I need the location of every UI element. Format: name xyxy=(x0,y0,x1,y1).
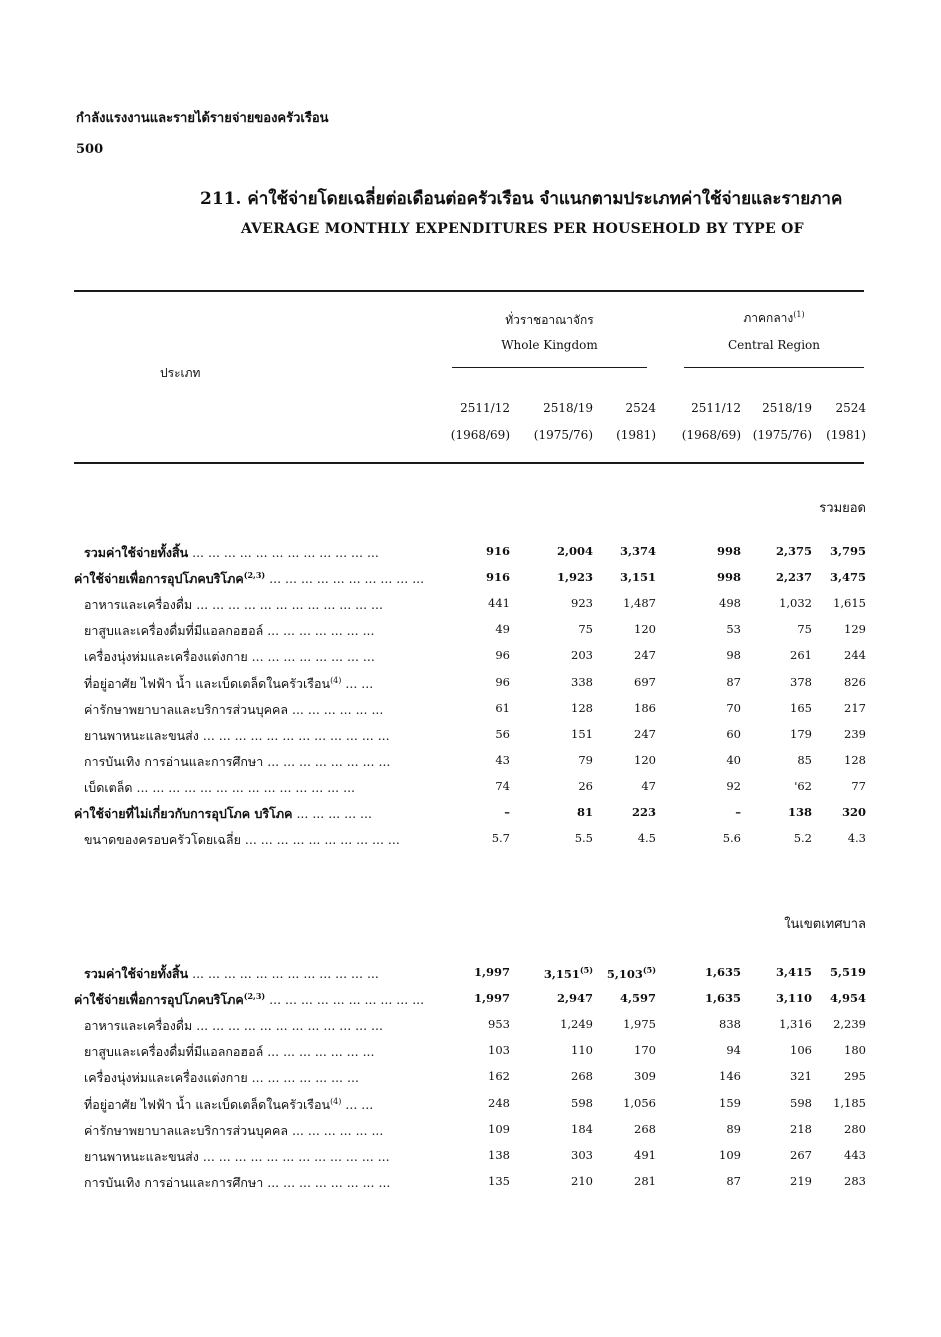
section-heading: รวมยอด xyxy=(819,501,866,516)
row-label xyxy=(84,1016,383,1036)
section-heading: ในเขตเทศบาล xyxy=(784,917,866,932)
table-cell: 1,975 xyxy=(623,1017,656,1032)
table-cell: 261 xyxy=(790,648,812,663)
row-label-text: ยานพาหนะและขนส่ง xyxy=(84,1148,199,1164)
table-cell: 89 xyxy=(726,1121,741,1136)
table-cell: 98 xyxy=(726,648,741,663)
table-cell: 3,374 xyxy=(619,544,656,558)
row-label-text: การบันเทิง การอ่านและการศึกษา xyxy=(84,1174,264,1190)
page-number: 500 xyxy=(76,142,104,157)
table-cell: 3,795 xyxy=(829,544,866,558)
table-cell: 248 xyxy=(488,1095,510,1110)
table-cell: 81 xyxy=(576,805,593,819)
table-cell: 1,316 xyxy=(779,1017,812,1032)
year-header-ad: (1968/69) xyxy=(681,428,741,442)
table-cell: 5,519 xyxy=(829,965,866,979)
year-header-ad: (1981) xyxy=(616,428,656,442)
table-cell: 1,249 xyxy=(560,1017,593,1032)
table-cell: 92 xyxy=(726,778,741,793)
table-cell: 2,004 xyxy=(556,544,593,558)
row-label-text: ที่อยู่อาศัย ไฟฟ้า น้ำ และเบ็ดเตล็ดในครัวเรือน xyxy=(84,1096,331,1112)
row-label-text: ยาสูบและเครื่องดื่มที่มีแอลกอฮอล์ xyxy=(84,623,264,639)
table-cell: 1,487 xyxy=(623,596,656,611)
table-cell: 1,032 xyxy=(779,596,812,611)
table-cell: 280 xyxy=(844,1121,866,1136)
row-label-text: เครื่องนุ่งห่มและเครื่องแต่งกาย xyxy=(84,649,248,665)
table-cell: 120 xyxy=(634,752,656,767)
row-leader-dots: ... ... ... ... ... ... ... ... ... ... xyxy=(240,832,400,848)
table-cell: 170 xyxy=(634,1043,656,1058)
row-label xyxy=(84,752,390,772)
table-cell: 47 xyxy=(641,778,656,793)
table-cell: 109 xyxy=(488,1121,510,1136)
table-cell: 5.2 xyxy=(793,831,812,846)
row-label-text: ค่ารักษาพยาบาลและบริการส่วนบุคคล xyxy=(84,1122,289,1138)
table-cell: 40 xyxy=(726,752,741,767)
table-cell: 70 xyxy=(726,700,741,715)
row-leader-dots: ... ... xyxy=(341,1096,374,1112)
row-leader-dots: ... ... ... ... ... ... ... ... ... ... ... ... ... ... xyxy=(132,779,356,795)
table-cell: 1,997 xyxy=(473,965,510,979)
table-cell: 162 xyxy=(488,1069,510,1084)
row-label xyxy=(74,990,424,1010)
table-cell: 135 xyxy=(488,1173,510,1188)
table-cell: 2,237 xyxy=(775,570,812,585)
table-cell: 283 xyxy=(844,1173,866,1188)
row-leader-dots: ... ... ... ... ... ... ... ... ... ... ... ... xyxy=(198,1148,390,1164)
running-header: กำลังแรงงานและรายได้รายจ่ายของครัวเรือน xyxy=(76,111,329,126)
year-header: 2511/12 xyxy=(691,401,741,415)
table-cell: 498 xyxy=(719,596,741,611)
table-cell: 3,415 xyxy=(775,965,812,979)
table-cell: 491 xyxy=(634,1147,656,1162)
row-leader-dots: ... ... ... ... ... ... ... xyxy=(247,1070,359,1086)
table-cell: 75 xyxy=(578,622,593,637)
top-rule xyxy=(74,290,864,292)
table-cell: 186 xyxy=(634,700,656,715)
row-label xyxy=(84,1121,383,1141)
row-label-text: ขนาดของครอบครัวโดยเฉลี่ย xyxy=(84,832,241,848)
group2-note: (1) xyxy=(793,310,805,319)
table-cell: 56 xyxy=(495,726,510,741)
table-cell: 3,475 xyxy=(829,570,866,585)
table-cell: 923 xyxy=(571,596,593,611)
table-cell: 165 xyxy=(790,700,812,715)
table-cell: – xyxy=(504,805,510,819)
table-cell: 61 xyxy=(495,700,510,715)
row-leader-dots: ... ... ... ... ... xyxy=(292,806,372,821)
year-header: 2518/19 xyxy=(543,401,593,415)
table-number: 211. xyxy=(200,189,242,209)
row-label-text: เบ็ดเตล็ด xyxy=(84,779,133,795)
group2-rule xyxy=(684,367,864,368)
table-cell: 281 xyxy=(634,1173,656,1188)
table-cell: 5.7 xyxy=(491,831,510,846)
table-cell: 2,239 xyxy=(833,1017,866,1032)
table-cell: 217 xyxy=(844,700,866,715)
row-label-text: ที่อยู่อาศัย ไฟฟ้า น้ำ และเบ็ดเตล็ดในครัวเรือน xyxy=(84,675,331,691)
row-leader-dots: ... ... xyxy=(341,675,374,691)
table-cell: 138 xyxy=(787,805,812,819)
table-cell: 129 xyxy=(844,622,866,637)
year-header-ad: (1975/76) xyxy=(752,428,812,442)
table-cell: 26 xyxy=(578,778,593,793)
table-cell: 4.5 xyxy=(637,831,656,846)
row-leader-dots: ... ... ... ... ... ... ... ... ... ... xyxy=(265,571,425,587)
group1-header-en: Whole Kingdom xyxy=(501,338,598,352)
table-cell: 128 xyxy=(571,700,593,715)
year-header-ad: (1981) xyxy=(826,428,866,442)
row-label xyxy=(84,726,390,746)
row-leader-dots: ... ... ... ... ... ... ... xyxy=(263,1044,375,1060)
row-leader-dots: ... ... ... ... ... ... xyxy=(288,701,384,717)
row-label xyxy=(84,778,355,798)
group2-header-en: Central Region xyxy=(728,338,820,352)
table-cell: 210 xyxy=(571,1173,593,1188)
row-label-text: ค่าใช้จ่ายที่ไม่เกี่ยวกับการอุปโภค บริโภค xyxy=(74,806,293,821)
table-cell: 247 xyxy=(634,726,656,741)
table-cell: 247 xyxy=(634,648,656,663)
type-column-header: ประเภท xyxy=(160,366,201,380)
row-label-text: รวมค่าใช้จ่ายทั้งสิ้น xyxy=(84,966,189,981)
row-label-text: ยาสูบและเครื่องดื่มที่มีแอลกอฮอล์ xyxy=(84,1044,264,1060)
table-cell: 1,923 xyxy=(556,570,593,585)
row-label xyxy=(84,674,373,694)
table-cell: 1,635 xyxy=(704,991,741,1006)
table-cell: 1,635 xyxy=(704,965,741,979)
row-leader-dots: ... ... ... ... ... ... ... xyxy=(263,623,375,639)
table-cell: 3,151$^{(5)}$ xyxy=(543,965,593,981)
year-header-ad: (1968/69) xyxy=(450,428,510,442)
table-title-th-text: ค่าใช้จ่ายโดยเฉลี่ยต่อเดือนต่อครัวเรือน จำแนกตามประเภทค่าใช้จ่ายและรายภาค xyxy=(247,189,843,209)
table-cell: 441 xyxy=(488,596,510,611)
row-leader-dots: ... ... ... ... ... ... ... ... xyxy=(247,649,375,665)
table-cell: 1,997 xyxy=(473,991,510,1006)
table-cell: 3,151 xyxy=(619,570,656,585)
table-cell: 151 xyxy=(571,726,593,741)
table-cell: 96 xyxy=(495,648,510,663)
table-cell: 320 xyxy=(841,805,866,819)
row-label-text: ค่าใช้จ่ายเพื่อการอุปโภคบริโภค xyxy=(74,992,244,1008)
table-cell: 998 xyxy=(716,570,741,585)
row-label xyxy=(84,543,379,563)
table-cell: 75 xyxy=(797,622,812,637)
year-header: 2518/19 xyxy=(762,401,812,415)
row-label xyxy=(84,621,375,641)
table-cell: 94 xyxy=(726,1043,741,1058)
table-cell: 953 xyxy=(488,1017,510,1032)
table-cell: 53 xyxy=(726,622,741,637)
group2-header-th-text: ภาคกลาง xyxy=(743,311,794,325)
row-label xyxy=(84,964,379,984)
table-cell: 998 xyxy=(716,544,741,558)
table-cell: 309 xyxy=(634,1069,656,1084)
table-cell: 146 xyxy=(719,1069,741,1084)
row-label xyxy=(84,1173,390,1193)
row-label xyxy=(84,1068,359,1088)
table-cell: 4,597 xyxy=(619,991,656,1006)
table-cell: 60 xyxy=(726,726,741,741)
row-leader-dots: ... ... ... ... ... ... ... ... xyxy=(263,1174,391,1190)
row-label xyxy=(84,1042,375,1062)
table-cell: 223 xyxy=(631,805,656,819)
group1-rule xyxy=(452,367,647,368)
row-label xyxy=(74,804,372,824)
row-label xyxy=(84,595,383,615)
table-cell: 321 xyxy=(790,1069,812,1084)
table-title-th xyxy=(200,185,842,212)
row-label xyxy=(84,1147,390,1167)
row-label xyxy=(84,830,400,850)
row-leader-dots: ... ... ... ... ... ... ... ... ... ... ... ... xyxy=(188,545,379,560)
table-cell: 77 xyxy=(851,778,866,793)
table-cell: 49 xyxy=(495,622,510,637)
table-cell: 3,110 xyxy=(775,991,812,1006)
table-cell: 5.5 xyxy=(574,831,593,846)
row-label-text: ยานพาหนะและขนส่ง xyxy=(84,727,199,743)
table-cell: 179 xyxy=(790,726,812,741)
table-cell: 1,056 xyxy=(623,1095,656,1110)
year-header: 2524 xyxy=(835,401,866,415)
row-label-text: รวมค่าใช้จ่ายทั้งสิ้น xyxy=(84,545,189,560)
group2-header-th xyxy=(684,309,864,328)
table-cell: 303 xyxy=(571,1147,593,1162)
row-note: (2,3) xyxy=(243,569,266,580)
year-header: 2511/12 xyxy=(460,401,510,415)
row-label-text: เครื่องนุ่งห่มและเครื่องแต่งกาย xyxy=(84,1070,248,1086)
year-header-ad: (1975/76) xyxy=(533,428,593,442)
table-cell: 2,947 xyxy=(556,991,593,1006)
table-cell: 838 xyxy=(719,1017,741,1032)
row-label-text: อาหารและเครื่องดื่ม xyxy=(84,597,193,613)
row-leader-dots: ... ... ... ... ... ... xyxy=(288,1122,384,1138)
table-cell: 826 xyxy=(844,674,866,689)
row-label xyxy=(74,569,424,589)
row-leader-dots: ... ... ... ... ... ... ... ... ... ... ... ... xyxy=(198,727,390,743)
table-cell: 443 xyxy=(844,1147,866,1162)
table-cell: 106 xyxy=(790,1043,812,1058)
table-cell: 74 xyxy=(495,778,510,793)
table-cell: 916 xyxy=(485,544,510,558)
table-cell: 4,954 xyxy=(829,991,866,1006)
table-cell: 180 xyxy=(844,1043,866,1058)
table-cell: 5,103$^{(5)}$ xyxy=(606,965,656,981)
table-cell: 4.3 xyxy=(847,831,866,846)
table-cell: 916 xyxy=(485,570,510,585)
table-cell: 2,375 xyxy=(775,544,812,558)
row-leader-dots: ... ... ... ... ... ... ... ... ... ... ... ... xyxy=(192,597,383,613)
table-cell: 598 xyxy=(571,1095,593,1110)
row-note: (4) xyxy=(330,675,342,685)
table-cell: 203 xyxy=(571,648,593,663)
table-cell: 239 xyxy=(844,726,866,741)
table-cell: 96 xyxy=(495,674,510,689)
table-cell: 138 xyxy=(488,1147,510,1162)
table-cell: 598 xyxy=(790,1095,812,1110)
row-leader-dots: ... ... ... ... ... ... ... ... ... ... xyxy=(265,992,425,1008)
table-cell: 268 xyxy=(634,1121,656,1136)
row-label xyxy=(84,647,375,667)
table-cell: 43 xyxy=(495,752,510,767)
row-label-text: ค่ารักษาพยาบาลและบริการส่วนบุคคล xyxy=(84,701,289,717)
table-cell: 219 xyxy=(790,1173,812,1188)
table-cell: 5.6 xyxy=(722,831,741,846)
table-cell: 159 xyxy=(719,1095,741,1110)
row-label-text: ค่าใช้จ่ายเพื่อการอุปโภคบริโภค xyxy=(74,571,244,587)
table-cell: – xyxy=(735,805,741,819)
table-cell: 268 xyxy=(571,1069,593,1084)
row-leader-dots: ... ... ... ... ... ... ... ... ... ... ... ... xyxy=(188,966,379,981)
table-cell: 244 xyxy=(844,648,866,663)
table-cell: 1,615 xyxy=(833,596,866,611)
table-cell: 110 xyxy=(571,1043,593,1058)
row-label xyxy=(84,1095,373,1115)
table-cell: 85 xyxy=(797,752,812,767)
row-leader-dots: ... ... ... ... ... ... ... ... ... ... ... ... xyxy=(192,1018,383,1034)
header-bottom-rule xyxy=(74,462,864,464)
row-label xyxy=(84,700,383,720)
table-cell: 338 xyxy=(571,674,593,689)
table-cell: '62 xyxy=(794,778,812,793)
table-cell: 697 xyxy=(634,674,656,689)
table-cell: 87 xyxy=(726,1173,741,1188)
table-cell: 87 xyxy=(726,674,741,689)
table-cell: 109 xyxy=(719,1147,741,1162)
row-label-text: การบันเทิง การอ่านและการศึกษา xyxy=(84,753,264,769)
row-label-text: อาหารและเครื่องดื่ม xyxy=(84,1018,193,1034)
table-cell: 267 xyxy=(790,1147,812,1162)
table-cell: 218 xyxy=(790,1121,812,1136)
table-cell: 79 xyxy=(578,752,593,767)
table-cell: 128 xyxy=(844,752,866,767)
table-cell: 295 xyxy=(844,1069,866,1084)
table-cell: 1,185 xyxy=(833,1095,866,1110)
table-cell: 103 xyxy=(488,1043,510,1058)
row-note: (4) xyxy=(330,1096,342,1106)
row-note: (2,3) xyxy=(243,990,266,1001)
table-cell: 120 xyxy=(634,622,656,637)
table-cell: 184 xyxy=(571,1121,593,1136)
group1-header-th: ทั่วราชอาณาจักร xyxy=(505,313,594,327)
table-cell: 378 xyxy=(790,674,812,689)
year-header: 2524 xyxy=(625,401,656,415)
row-leader-dots: ... ... ... ... ... ... ... ... xyxy=(263,753,391,769)
table-title-en: AVERAGE MONTHLY EXPENDITURES PER HOUSEHOLD BY TYPE OF xyxy=(241,221,804,237)
